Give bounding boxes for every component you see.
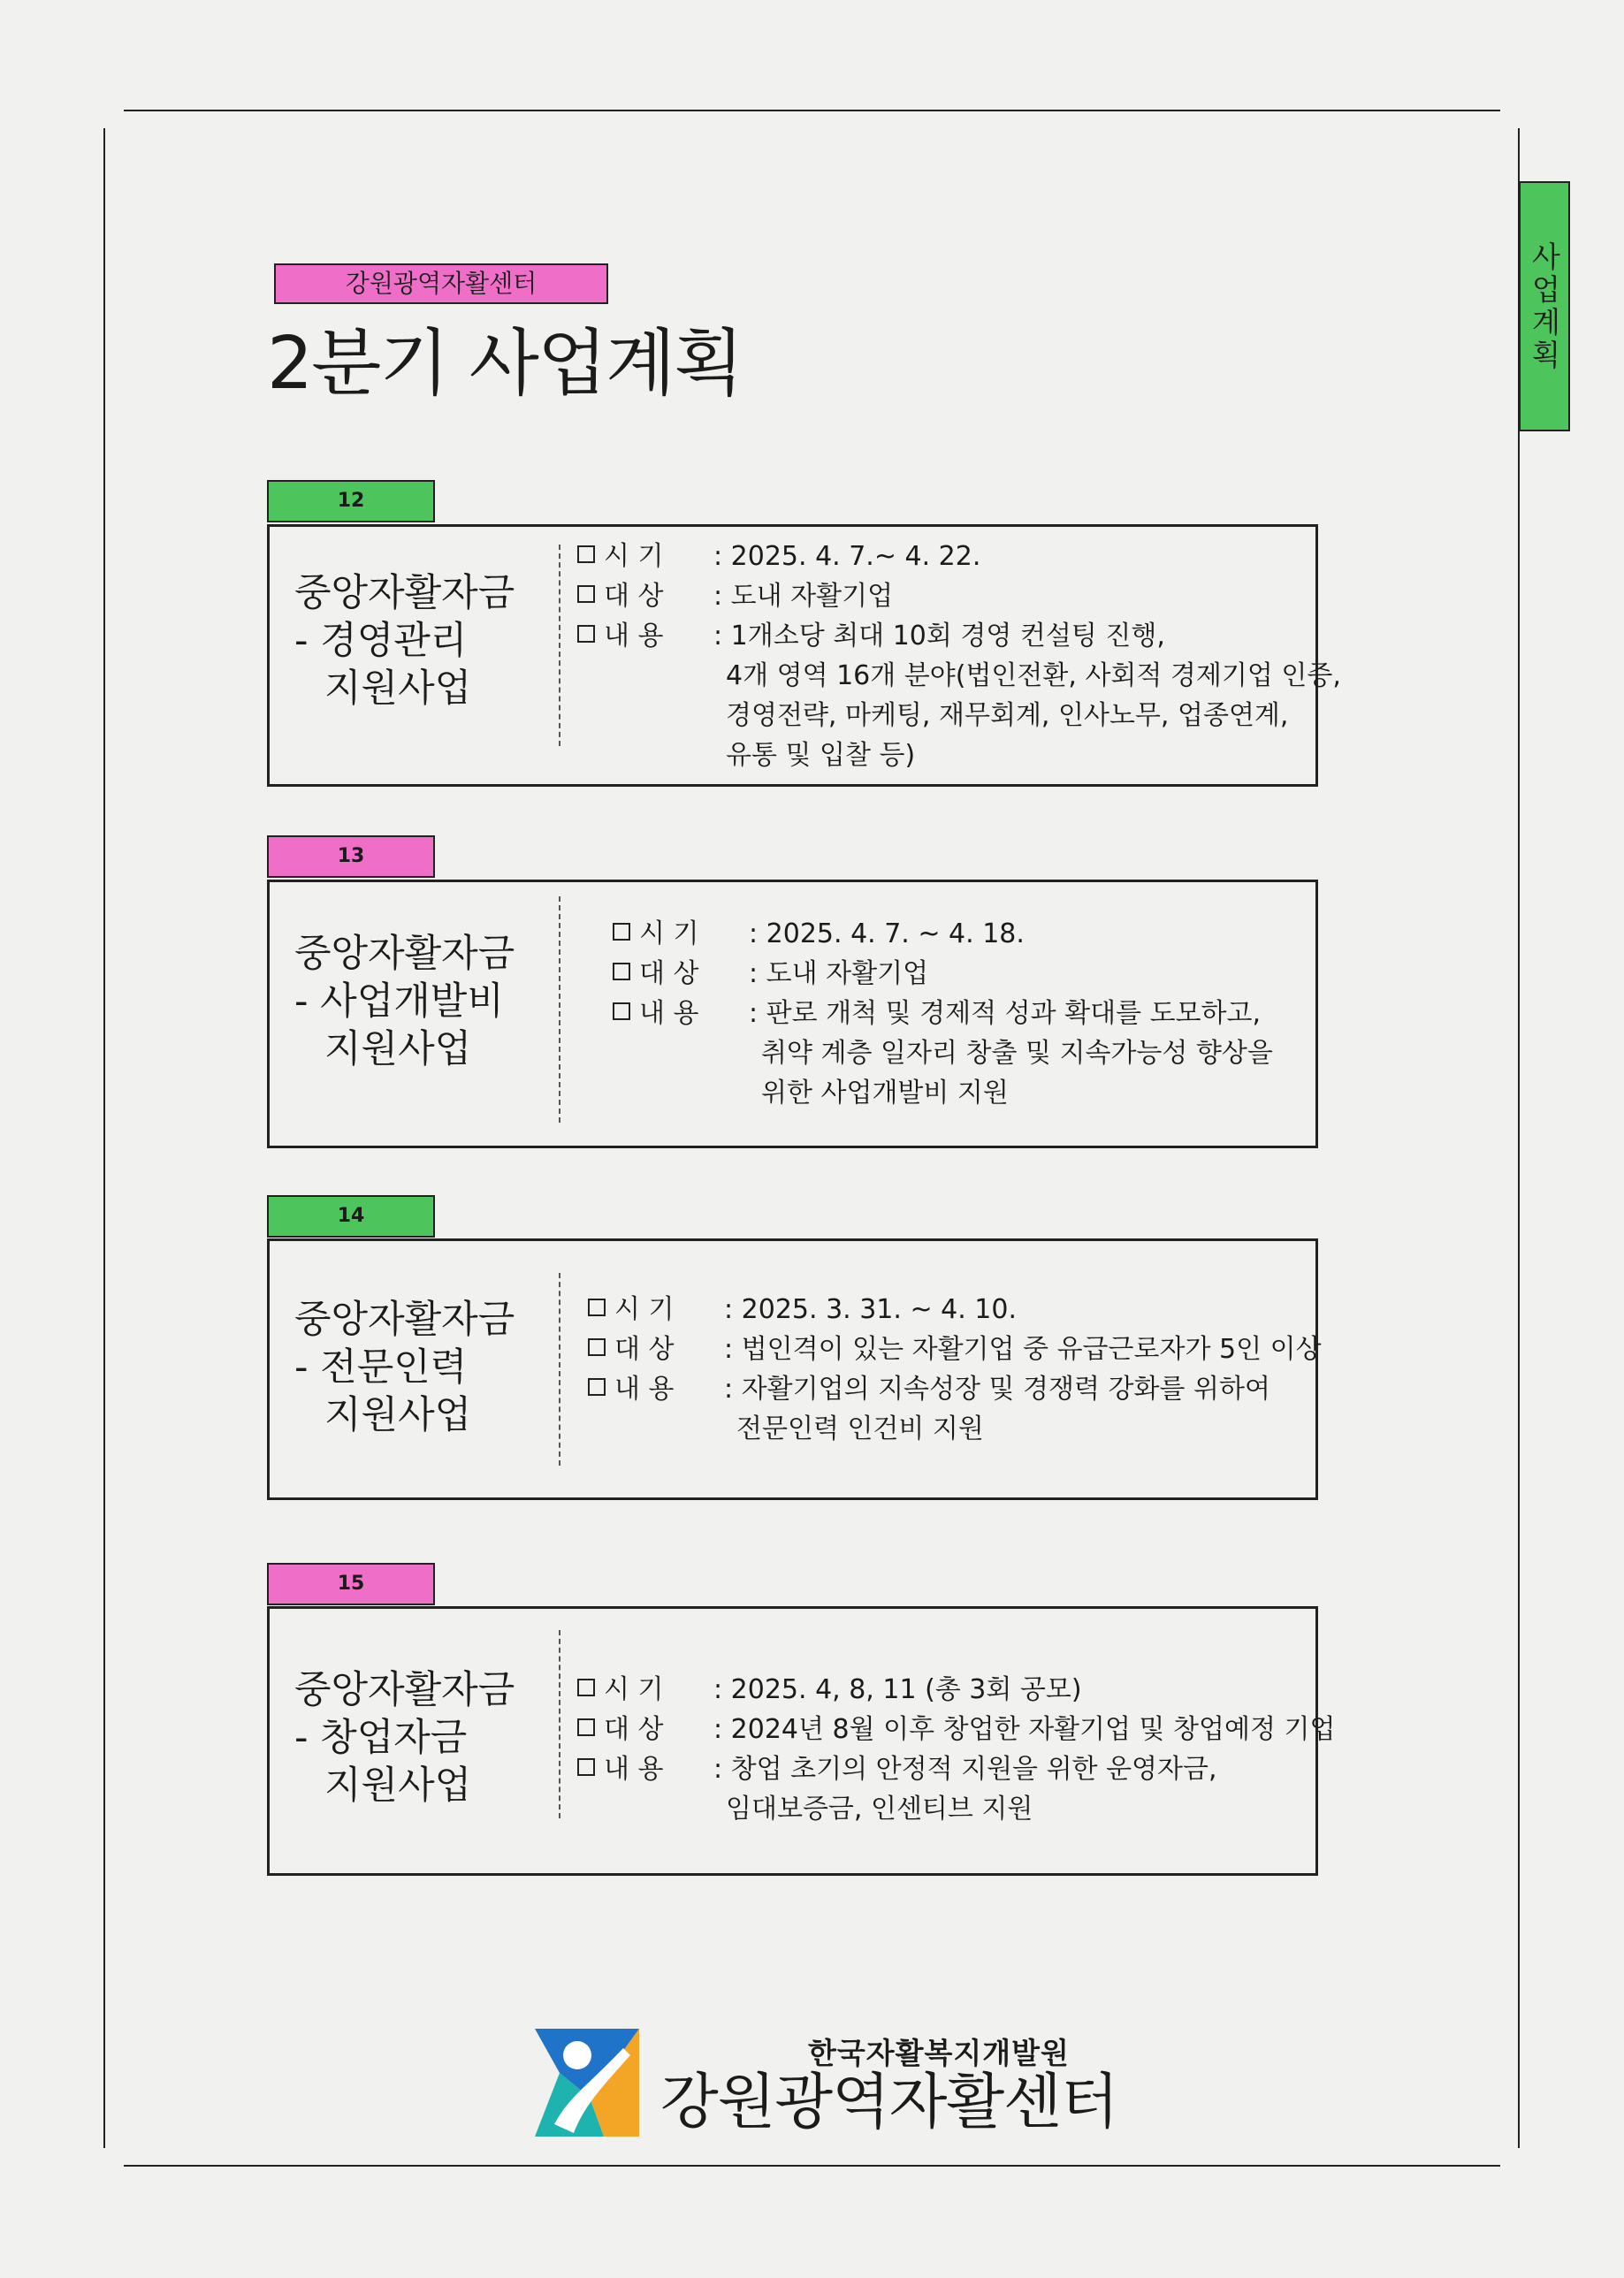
org-name: 강원광역자활센터 xyxy=(660,2068,1118,2137)
program-title-line: 중앙자활자금 xyxy=(294,1668,515,1712)
detail-label: 시 기 xyxy=(604,1674,664,1705)
detail-continuation: 4개 영역 16개 분야(법인전환, 사회적 경제기업 인증, xyxy=(726,660,1341,691)
detail-row xyxy=(588,1329,1322,1369)
detail-value: : 2025. 4. 7. ~ 4. 18. xyxy=(749,918,1025,949)
program-title-line: 지원사업 xyxy=(324,1393,472,1437)
detail-label: 내 용 xyxy=(639,998,699,1029)
org-parent-name: 한국자활복지개발원 xyxy=(808,2036,1070,2070)
program-number-tab: 15 xyxy=(267,1563,435,1605)
detail-row xyxy=(577,537,1341,576)
detail-continuation: 경영전략, 마케팅, 재무회계, 인사노무, 업종연계, xyxy=(726,700,1289,731)
top-rule xyxy=(124,110,1500,111)
checkbox-icon xyxy=(588,1378,606,1396)
detail-value: : 도내 자활기업 xyxy=(713,581,894,612)
detail-row xyxy=(577,1710,1335,1749)
checkbox-icon xyxy=(588,1338,606,1356)
detail-continuation: 취약 계층 일자리 창출 및 지속가능성 향상을 xyxy=(761,1038,1273,1069)
detail-label: 대 상 xyxy=(604,581,664,612)
program-details xyxy=(588,1290,1322,1449)
detail-value: : 2025. 3. 31. ~ 4. 10. xyxy=(724,1294,1018,1325)
checkbox-icon xyxy=(577,1718,595,1736)
page-title: 2분기 사업계획 xyxy=(267,322,743,406)
detail-row xyxy=(613,914,1273,954)
detail-label: 내 용 xyxy=(604,1754,664,1785)
checkbox-icon xyxy=(577,625,595,643)
program-card xyxy=(267,524,1341,787)
checkbox-icon xyxy=(613,923,630,941)
detail-row xyxy=(577,616,1341,656)
program-title-line: - 경영관리 xyxy=(294,619,468,663)
detail-label: 대 상 xyxy=(604,1714,664,1745)
detail-continuation: 전문인력 인건비 지원 xyxy=(736,1413,984,1444)
dashed-divider xyxy=(559,1630,560,1818)
detail-label: 시 기 xyxy=(614,1294,675,1325)
org-tag: 강원광역자활센터 xyxy=(274,263,608,304)
detail-row xyxy=(588,1369,1322,1409)
detail-row xyxy=(613,994,1273,1033)
detail-value: : 판로 개척 및 경제적 성과 확대를 도모하고, xyxy=(749,998,1262,1029)
detail-value: : 법인격이 있는 자활기업 중 유급근로자가 5인 이상 xyxy=(724,1334,1322,1365)
program-title-line: - 사업개발비 xyxy=(294,979,504,1024)
detail-value: : 2024년 8월 이후 창업한 자활기업 및 창업예정 기업 xyxy=(713,1714,1336,1745)
program-number-tab: 13 xyxy=(267,835,435,878)
left-rule xyxy=(103,128,105,2148)
program-title xyxy=(294,1296,515,1439)
detail-value: : 도내 자활기업 xyxy=(749,958,929,989)
program-details xyxy=(577,1670,1335,1829)
program-title-line: 중앙자활자금 xyxy=(294,571,515,615)
detail-label: 대 상 xyxy=(614,1334,675,1365)
detail-label: 내 용 xyxy=(614,1374,675,1405)
detail-label: 시 기 xyxy=(604,541,664,572)
checkbox-icon xyxy=(588,1299,606,1316)
detail-continuation: 위한 사업개발비 지원 xyxy=(761,1078,1009,1109)
checkbox-icon xyxy=(577,1758,595,1776)
program-details xyxy=(613,914,1273,1113)
detail-continuation: 유통 및 입찰 등) xyxy=(726,740,916,771)
detail-label: 시 기 xyxy=(639,918,699,949)
program-title-line: - 창업자금 xyxy=(294,1716,468,1760)
side-tab xyxy=(1519,181,1570,431)
checkbox-icon xyxy=(613,1002,630,1020)
detail-value: : 2025. 4. 7.~ 4. 22. xyxy=(713,541,981,572)
person-logo-icon xyxy=(535,2029,639,2137)
detail-row xyxy=(577,1749,1335,1789)
checkbox-icon xyxy=(613,963,630,980)
program-card xyxy=(267,880,1318,1148)
side-tab-label: 사업계획 xyxy=(1527,240,1562,372)
program-card xyxy=(267,1606,1336,1876)
dashed-divider xyxy=(559,896,560,1123)
detail-continuation: 임대보증금, 인센티브 지원 xyxy=(726,1794,1033,1825)
program-title-line: - 전문인력 xyxy=(294,1345,468,1390)
checkbox-icon xyxy=(577,585,595,603)
dashed-divider xyxy=(559,545,560,746)
detail-value: : 1개소당 최대 10회 경영 컨설팅 진행, xyxy=(713,621,1165,651)
detail-label: 내 용 xyxy=(604,621,664,651)
bottom-rule xyxy=(124,2165,1500,2167)
program-details xyxy=(577,537,1341,775)
program-title-line: 중앙자활자금 xyxy=(294,1298,515,1342)
detail-value: : 2025. 4, 8, 11 (총 3회 공모) xyxy=(713,1674,1082,1705)
dashed-divider xyxy=(559,1273,560,1466)
program-title-line: 지원사업 xyxy=(324,667,472,711)
program-title xyxy=(294,569,515,712)
detail-row xyxy=(577,576,1341,616)
program-number-tab: 14 xyxy=(267,1195,435,1238)
program-title-line: 지원사업 xyxy=(324,1764,472,1808)
program-title xyxy=(294,1666,515,1809)
detail-row xyxy=(577,1670,1335,1710)
detail-value: : 자활기업의 지속성장 및 경쟁력 강화를 위하여 xyxy=(724,1374,1270,1405)
detail-row xyxy=(588,1290,1322,1329)
program-title-line: 지원사업 xyxy=(324,1027,472,1071)
program-title xyxy=(294,930,515,1073)
detail-value: : 창업 초기의 안정적 지원을 위한 운영자금, xyxy=(713,1754,1217,1785)
program-card xyxy=(267,1238,1322,1500)
program-number-tab: 12 xyxy=(267,480,435,522)
detail-label: 대 상 xyxy=(639,958,699,989)
checkbox-icon xyxy=(577,1679,595,1696)
program-title-line: 중앙자활자금 xyxy=(294,932,515,976)
checkbox-icon xyxy=(577,545,595,563)
detail-row xyxy=(613,954,1273,994)
